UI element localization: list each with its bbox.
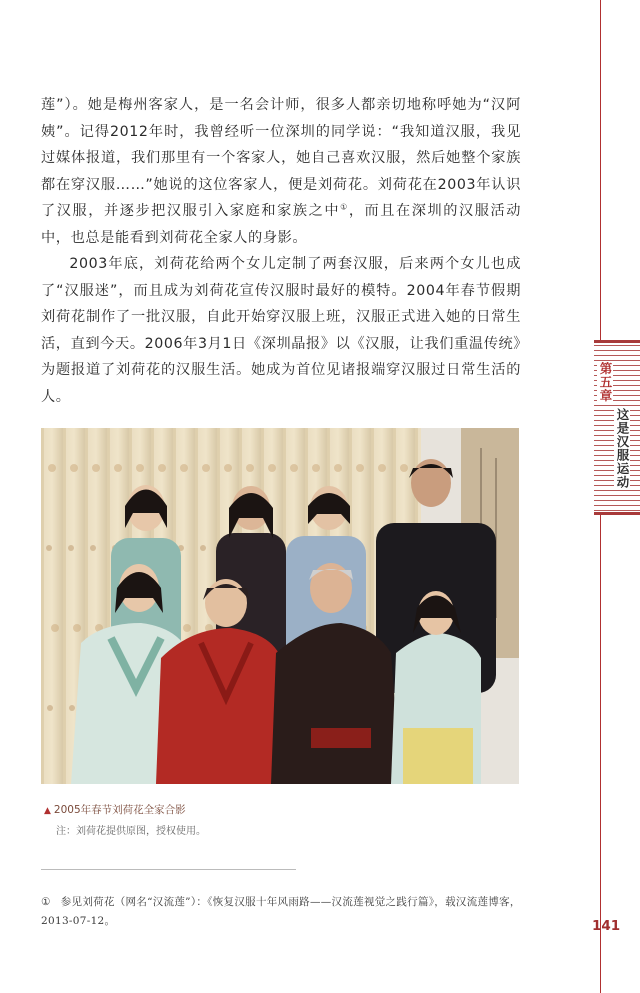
footnote: [41, 893, 521, 931]
paragraph-1-end: ，而且在深圳的汉服活动中，也总是能看到刘荷花全家人的身影。: [41, 203, 522, 246]
footnote-divider: [41, 869, 296, 870]
page-number: 141: [592, 918, 621, 934]
paragraph-1: [41, 92, 521, 251]
paragraph-2: 2003年底，刘荷花给两个女儿定制了两套汉服，后来两个女儿也成了“汉服迷”，而且成为刘荷花宣传汉服时最好的模特。2004年春节假期刘荷花制作了一批汉服，自此开始穿汉服上班，汉服正式进入她的日常生活，直到今天。2006年3月1日《深圳晶报》以《汉服，让我们重温传统》为题报道了刘荷花的汉服生活。她成为首位见诸报端穿汉服过日常生活的人。: [41, 256, 521, 405]
caption-text: 2005年春节刘荷花全家合影: [53, 804, 186, 816]
figure-caption: [44, 802, 186, 817]
chapter-title: 这是汉服运动: [615, 408, 630, 489]
caption-triangle-icon: ▲: [44, 806, 51, 816]
chapter-number: 第五章: [598, 362, 613, 403]
paragraph-1-text: 莲”）。她是梅州客家人，是一名会计师，很多人都亲切地称呼她为“汉阿姨”。记得2012年时，我曾经听一位深圳的同学说：“我知道汉服，我见过媒体报道，我们那里有一个客家人，她自己喜欢汉服，然后她整个家族都在穿汉服……”她说的这位客家人，便是刘荷花。刘荷花在2003年认识了汉服，并逐步把汉服引入家庭和家族之中: [41, 97, 521, 219]
chapter-tab-top-edge: [594, 340, 640, 343]
footnote-text: 参见刘荷花（网名“汉流莲”）：《恢复汉服十年风雨路——汉流莲视觉之践行篇》，载汉流莲博客，2013-07-12。: [41, 896, 521, 927]
family-photo-illustration: [41, 428, 519, 784]
margin-rule-top: [600, 0, 601, 340]
figure-note: 注：刘荷花提供原图，授权使用。: [56, 826, 206, 837]
family-photo: [41, 428, 519, 784]
footnote-reference[interactable]: ①: [340, 202, 349, 212]
chapter-tab-bottom-edge: [594, 512, 640, 515]
footnote-mark: ①: [41, 896, 51, 908]
body-text: [41, 92, 521, 410]
